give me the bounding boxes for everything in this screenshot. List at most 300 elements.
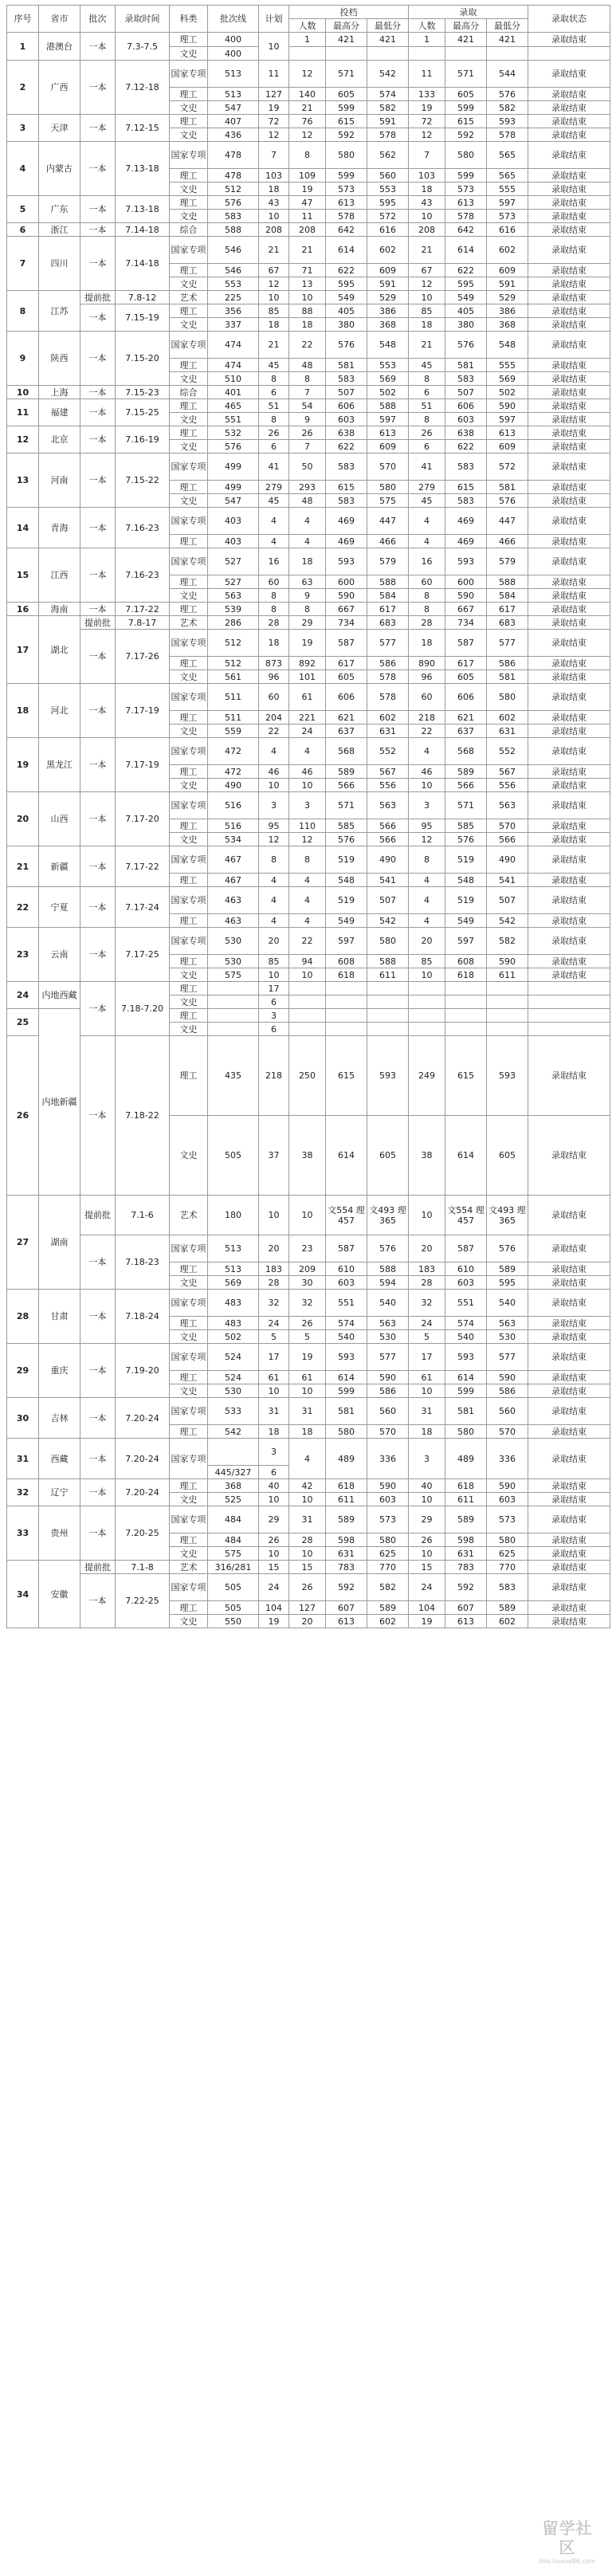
cell-prov: 黑龙江: [39, 738, 80, 792]
cell-t-min: 502: [367, 386, 409, 399]
cell-l-max: 608: [445, 955, 487, 968]
cell-line: 569: [208, 1276, 259, 1290]
watermark-sub: bbs.liuxue86.com: [539, 2558, 596, 2565]
cell-line: 575: [208, 1547, 259, 1561]
cell-line: 512: [208, 657, 259, 670]
cell-l-max: 589: [445, 1506, 487, 1533]
cell-subject: 文史: [170, 1547, 208, 1561]
cell-t-min: 588: [367, 955, 409, 968]
cell-t-max: 622: [326, 440, 367, 454]
cell-l-min: 593: [487, 115, 528, 128]
cell-subject: 国家专项: [170, 1344, 208, 1371]
cell-subject: 文史: [170, 128, 208, 142]
cell-batch: 提前批: [80, 1561, 116, 1574]
cell-line: 356: [208, 304, 259, 318]
cell-status: 录取结束: [528, 33, 610, 47]
cell-l-max: 734: [445, 616, 487, 630]
cell-l-count: 104: [409, 1601, 445, 1615]
cell-t-min: [367, 1009, 409, 1023]
cell-subject: 理工: [170, 982, 208, 995]
cell-t-max: 614: [326, 1371, 367, 1384]
cell-t-count: 12: [289, 61, 326, 88]
cell-status: 录取结束: [528, 1615, 610, 1628]
cell-subject: 理工: [170, 575, 208, 589]
cell-l-count: 45: [409, 359, 445, 372]
cell-seq: 22: [7, 887, 39, 928]
cell-l-min: 563: [487, 792, 528, 819]
table-row: [7, 386, 610, 399]
cell-l-max: 589: [445, 765, 487, 779]
cell-t-count: 18: [289, 548, 326, 575]
cell-l-max: 519: [445, 887, 487, 914]
cell-t-count: 10: [289, 1493, 326, 1506]
cell-l-min: 683: [487, 616, 528, 630]
cell-prov: 湖北: [39, 616, 80, 684]
cell-t-count: 127: [289, 1601, 326, 1615]
cell-t-count: 4: [289, 874, 326, 887]
cell-plan: 60: [259, 684, 289, 711]
cell-plan: 6: [259, 386, 289, 399]
cell-l-min: 577: [487, 630, 528, 657]
cell-t-count: 109: [289, 169, 326, 183]
table-row: [7, 332, 610, 359]
cell-plan: 10: [259, 968, 289, 982]
cell-line: 561: [208, 670, 259, 684]
cell-l-max: 598: [445, 1533, 487, 1547]
cell-t-max: 551: [326, 1290, 367, 1317]
cell-t-min: 567: [367, 765, 409, 779]
cell-status: 录取结束: [528, 1533, 610, 1547]
cell-t-max: 592: [326, 1574, 367, 1601]
cell-l-min: 542: [487, 914, 528, 928]
cell-l-count: 60: [409, 575, 445, 589]
cell-t-min: 770: [367, 1561, 409, 1574]
cell-l-min: 578: [487, 128, 528, 142]
cell-l-min: 368: [487, 318, 528, 332]
cell-time: 7.15-25: [116, 399, 170, 426]
cell-time: 7.15-19: [116, 304, 170, 332]
cell-subject: 文史: [170, 372, 208, 386]
cell-t-count: 19: [289, 1344, 326, 1371]
cell-plan: 45: [259, 359, 289, 372]
cell-line: 400: [208, 47, 259, 61]
cell-t-min: 507: [367, 887, 409, 914]
cell-l-count: 17: [409, 1344, 445, 1371]
cell-l-max: [445, 995, 487, 1009]
header-toudang: 投档: [289, 6, 409, 19]
cell-line: 542: [208, 1425, 259, 1439]
cell-t-min: 602: [367, 711, 409, 724]
cell-t-min: 566: [367, 833, 409, 846]
cell-line: 401: [208, 386, 259, 399]
table-row: [7, 928, 610, 955]
cell-status: 录取结束: [528, 88, 610, 101]
cell-t-count: 42: [289, 1479, 326, 1493]
cell-status: [528, 982, 610, 995]
cell-t-max: 607: [326, 1601, 367, 1615]
cell-l-min: 589: [487, 1601, 528, 1615]
cell-l-count: 10: [409, 1493, 445, 1506]
cell-t-max: 519: [326, 887, 367, 914]
cell-subject: 国家专项: [170, 454, 208, 481]
cell-t-max: 599: [326, 169, 367, 183]
cell-status: 录取结束: [528, 61, 610, 88]
cell-plan: 3: [259, 1009, 289, 1023]
cell-plan: 18: [259, 630, 289, 657]
cell-prov: 内蒙古: [39, 142, 80, 196]
cell-plan: 19: [259, 101, 289, 115]
cell-subject: 国家专项: [170, 1235, 208, 1262]
cell-l-count: 40: [409, 1479, 445, 1493]
cell-t-min: 490: [367, 846, 409, 874]
cell-l-count: 51: [409, 399, 445, 413]
table-row: [7, 399, 610, 413]
cell-batch: 一本: [80, 426, 116, 454]
cell-line: 505: [208, 1116, 259, 1196]
cell-plan: 10: [259, 291, 289, 304]
cell-l-count: 22: [409, 724, 445, 738]
cell-l-min: 507: [487, 887, 528, 914]
cell-line: 467: [208, 874, 259, 887]
cell-t-count: 54: [289, 399, 326, 413]
cell-t-count: 31: [289, 1398, 326, 1425]
cell-t-min: 631: [367, 724, 409, 738]
cell-line: 445/327: [208, 1466, 259, 1479]
cell-l-max: 618: [445, 968, 487, 982]
cell-l-max: 607: [445, 1601, 487, 1615]
cell-t-count: 50: [289, 454, 326, 481]
cell-batch: 一本: [80, 846, 116, 887]
cell-l-max: 573: [445, 183, 487, 196]
cell-t-count: 10: [289, 291, 326, 304]
cell-l-max: 642: [445, 223, 487, 237]
cell-batch: 一本: [80, 928, 116, 982]
cell-subject: 国家专项: [170, 684, 208, 711]
table-row: [7, 142, 610, 169]
cell-l-count: [409, 47, 445, 61]
cell-line: 484: [208, 1533, 259, 1547]
cell-subject: 国家专项: [170, 1506, 208, 1533]
cell-plan: 103: [259, 169, 289, 183]
cell-l-max: [445, 982, 487, 995]
cell-t-count: 63: [289, 575, 326, 589]
cell-prov: 宁夏: [39, 887, 80, 928]
cell-l-min: 603: [487, 1493, 528, 1506]
cell-line: 286: [208, 616, 259, 630]
cell-prov: 青海: [39, 508, 80, 548]
cell-subject: 理工: [170, 819, 208, 833]
cell-batch: 一本: [80, 61, 116, 115]
cell-prov: 内地西藏: [39, 982, 80, 1009]
cell-l-min: 590: [487, 1371, 528, 1384]
cell-subject: 国家专项: [170, 738, 208, 765]
cell-l-max: 618: [445, 1479, 487, 1493]
cell-t-count: 26: [289, 1574, 326, 1601]
cell-time: 7.15-23: [116, 386, 170, 399]
table-row: [7, 196, 610, 210]
cell-line: 563: [208, 589, 259, 603]
cell-l-max: 585: [445, 819, 487, 833]
cell-t-max: 571: [326, 61, 367, 88]
cell-t-max: 615: [326, 481, 367, 494]
cell-t-max: 599: [326, 101, 367, 115]
cell-l-min: 567: [487, 765, 528, 779]
cell-l-count: 8: [409, 603, 445, 616]
cell-t-min: 572: [367, 210, 409, 223]
cell-t-max: 783: [326, 1561, 367, 1574]
cell-t-max: 598: [326, 1533, 367, 1547]
cell-status: 录取结束: [528, 711, 610, 724]
cell-t-max: 615: [326, 1036, 367, 1116]
cell-batch: 一本: [80, 1235, 116, 1290]
cell-plan: 204: [259, 711, 289, 724]
cell-line: 530: [208, 955, 259, 968]
cell-t-count: 28: [289, 1533, 326, 1547]
cell-t-min: 589: [367, 1601, 409, 1615]
cell-seq: 15: [7, 548, 39, 603]
cell-t-max: 380: [326, 318, 367, 332]
cell-status: 录取结束: [528, 1425, 610, 1439]
cell-t-count: 208: [289, 223, 326, 237]
cell-l-count: 4: [409, 914, 445, 928]
cell-t-max: 576: [326, 833, 367, 846]
cell-line: 472: [208, 738, 259, 765]
cell-seq: 24: [7, 982, 39, 1009]
cell-t-max: 489: [326, 1439, 367, 1479]
table-row: [7, 1290, 610, 1317]
cell-t-min: 580: [367, 481, 409, 494]
cell-line: 575: [208, 968, 259, 982]
cell-line: 484: [208, 1506, 259, 1533]
cell-plan: 28: [259, 1276, 289, 1290]
cell-l-count: 18: [409, 1425, 445, 1439]
cell-status: 录取结束: [528, 1036, 610, 1116]
cell-plan: 7: [259, 142, 289, 169]
cell-t-max: 592: [326, 128, 367, 142]
cell-time: 7.17-25: [116, 928, 170, 982]
cell-l-count: 26: [409, 426, 445, 440]
cell-t-min: 560: [367, 1398, 409, 1425]
cell-subject: 文史: [170, 277, 208, 291]
cell-t-max: 637: [326, 724, 367, 738]
cell-status: 录取结束: [528, 386, 610, 399]
cell-l-count: 31: [409, 1398, 445, 1425]
cell-plan: 4: [259, 738, 289, 765]
cell-line: 516: [208, 792, 259, 819]
cell-prov: 云南: [39, 928, 80, 982]
table-row: [7, 1344, 610, 1371]
cell-line: 527: [208, 548, 259, 575]
cell-status: 录取结束: [528, 413, 610, 426]
cell-t-count: 7: [289, 386, 326, 399]
cell-l-max: 592: [445, 1574, 487, 1601]
cell-t-count: 15: [289, 1561, 326, 1574]
cell-t-min: 580: [367, 928, 409, 955]
cell-plan: 20: [259, 928, 289, 955]
cell-l-count: [409, 1023, 445, 1036]
cell-l-count: [409, 995, 445, 1009]
cell-time: 7.1-8: [116, 1561, 170, 1574]
cell-batch: 一本: [80, 142, 116, 196]
cell-l-max: 566: [445, 779, 487, 792]
cell-l-min: 584: [487, 589, 528, 603]
cell-plan: 104: [259, 1601, 289, 1615]
cell-l-max: 587: [445, 630, 487, 657]
cell-t-max: 734: [326, 616, 367, 630]
cell-time: 7.17-19: [116, 738, 170, 792]
cell-l-min: 530: [487, 1330, 528, 1344]
cell-prov: 安徽: [39, 1561, 80, 1628]
cell-l-min: 529: [487, 291, 528, 304]
cell-t-min: 616: [367, 223, 409, 237]
cell-line: 553: [208, 277, 259, 291]
cell-plan: 10: [259, 779, 289, 792]
cell-l-count: 12: [409, 277, 445, 291]
cell-status: 录取结束: [528, 1601, 610, 1615]
cell-t-max: 580: [326, 1425, 367, 1439]
table-row: [7, 846, 610, 874]
cell-l-count: 4: [409, 508, 445, 535]
cell-t-count: 3: [289, 792, 326, 819]
cell-plan: 61: [259, 1371, 289, 1384]
cell-t-max: 405: [326, 304, 367, 318]
cell-plan: 43: [259, 196, 289, 210]
cell-l-min: 566: [487, 833, 528, 846]
cell-t-max: 621: [326, 711, 367, 724]
cell-t-count: 11: [289, 210, 326, 223]
cell-seq: 23: [7, 928, 39, 982]
cell-status: 录取结束: [528, 1384, 610, 1398]
cell-l-count: 8: [409, 372, 445, 386]
cell-line: 524: [208, 1371, 259, 1384]
cell-line: 499: [208, 481, 259, 494]
cell-status: 录取结束: [528, 670, 610, 684]
cell-plan: 6: [259, 1023, 289, 1036]
cell-plan: 279: [259, 481, 289, 494]
cell-plan: 24: [259, 1317, 289, 1330]
cell-subject: 文史: [170, 440, 208, 454]
cell-time: 7.18-7.20: [116, 982, 170, 1036]
cell-status: 录取结束: [528, 887, 610, 914]
cell-prov: 西藏: [39, 1439, 80, 1479]
cell-l-max: 611: [445, 1493, 487, 1506]
cell-t-min: [367, 47, 409, 61]
cell-t-count: 76: [289, 115, 326, 128]
cell-line: 436: [208, 128, 259, 142]
cell-t-min: 542: [367, 61, 409, 88]
cell-status: 录取结束: [528, 548, 610, 575]
cell-line: 576: [208, 196, 259, 210]
cell-t-count: 26: [289, 1317, 326, 1330]
cell-batch: 一本: [80, 1036, 116, 1196]
cell-status: 录取结束: [528, 575, 610, 589]
cell-l-count: 20: [409, 928, 445, 955]
cell-seq: 4: [7, 142, 39, 196]
cell-t-max: 576: [326, 332, 367, 359]
cell-subject: 国家专项: [170, 846, 208, 874]
cell-plan: 6: [259, 1466, 289, 1479]
cell-l-min: 602: [487, 1615, 528, 1628]
cell-batch: 提前批: [80, 291, 116, 304]
cell-l-min: 590: [487, 955, 528, 968]
cell-subject: 文史: [170, 413, 208, 426]
cell-status: 录取结束: [528, 535, 610, 548]
cell-status: 录取结束: [528, 928, 610, 955]
cell-l-max: 603: [445, 1276, 487, 1290]
cell-t-min: 577: [367, 630, 409, 657]
cell-l-count: 4: [409, 535, 445, 548]
cell-l-count: 1: [409, 33, 445, 47]
cell-line: 400: [208, 33, 259, 47]
cell-t-min: 562: [367, 142, 409, 169]
cell-t-count: 9: [289, 413, 326, 426]
cell-batch: 一本: [80, 33, 116, 61]
table-row: [7, 61, 610, 88]
cell-batch: 一本: [80, 982, 116, 1036]
cell-status: 录取结束: [528, 1116, 610, 1196]
cell-plan: 95: [259, 819, 289, 833]
cell-plan: 37: [259, 1116, 289, 1196]
cell-line: 516: [208, 819, 259, 833]
cell-seq: 5: [7, 196, 39, 223]
cell-plan: 19: [259, 1615, 289, 1628]
cell-line: 368: [208, 1479, 259, 1493]
cell-plan: 16: [259, 548, 289, 575]
cell-t-max: 613: [326, 196, 367, 210]
cell-subject: 理工: [170, 535, 208, 548]
cell-l-min: 625: [487, 1547, 528, 1561]
cell-t-count: 12: [289, 128, 326, 142]
cell-prov: 福建: [39, 399, 80, 426]
table-row: [7, 508, 610, 535]
cell-seq: 2: [7, 61, 39, 115]
cell-t-max: 587: [326, 1235, 367, 1262]
cell-t-min: 597: [367, 413, 409, 426]
cell-t-min: 574: [367, 88, 409, 101]
cell-l-max: 489: [445, 1439, 487, 1479]
cell-subject: 理工: [170, 115, 208, 128]
cell-l-max: 603: [445, 413, 487, 426]
cell-l-count: 16: [409, 548, 445, 575]
cell-subject: 文史: [170, 210, 208, 223]
cell-time: 7.17-22: [116, 603, 170, 616]
cell-l-count: 7: [409, 142, 445, 169]
cell-t-max: 608: [326, 955, 367, 968]
cell-line: [208, 1439, 259, 1466]
cell-l-max: 622: [445, 440, 487, 454]
cell-t-count: 4: [289, 887, 326, 914]
cell-status: 录取结束: [528, 1506, 610, 1533]
cell-status: 录取结束: [528, 115, 610, 128]
cell-plan: 24: [259, 1574, 289, 1601]
cell-t-min: 609: [367, 440, 409, 454]
cell-subject: 理工: [170, 304, 208, 318]
cell-subject: 理工: [170, 1036, 208, 1116]
cell-time: 7.8-12: [116, 291, 170, 304]
cell-t-max: 568: [326, 738, 367, 765]
cell-time: 7.17-22: [116, 846, 170, 887]
cell-plan: 12: [259, 128, 289, 142]
cell-t-max: 549: [326, 914, 367, 928]
cell-plan: 10: [259, 1196, 289, 1235]
cell-batch: 提前批: [80, 1196, 116, 1235]
cell-line: 225: [208, 291, 259, 304]
cell-t-min: 529: [367, 291, 409, 304]
admission-table: [6, 5, 610, 1628]
cell-subject: 理工: [170, 711, 208, 724]
cell-l-max: 592: [445, 128, 487, 142]
table-row: [7, 616, 610, 630]
